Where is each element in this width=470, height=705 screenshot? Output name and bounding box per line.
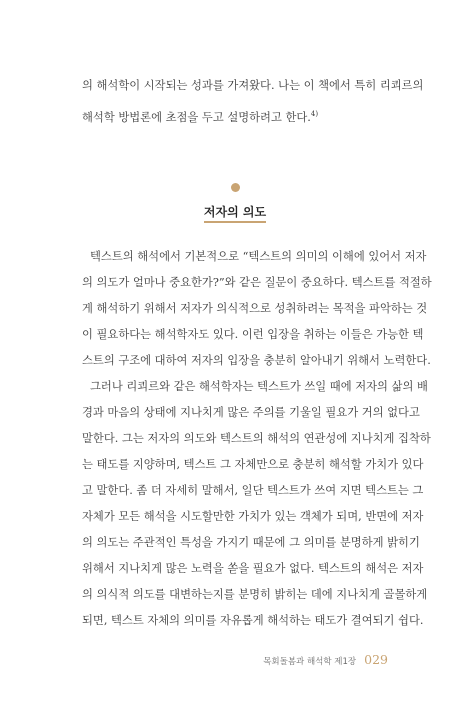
paragraph-line: 고 말한다. 좀 더 자세히 말해서, 일단 텍스트가 쓰여 지면 텍스트는 그 [82, 484, 424, 497]
running-title: 목회돌봄과 해석학 제1장 [263, 657, 357, 667]
section-bullet-icon [231, 183, 240, 192]
paragraph-line: 되면, 텍스트 자체의 의미를 자유롭게 해석하는 태도가 결여되기 쉽다. [82, 614, 424, 627]
page-number: 029 [364, 652, 388, 667]
paragraph-line: 의 의도는 주관적인 특성을 가지기 때문에 그 의미를 분명하게 밝히기 [82, 536, 420, 549]
paragraph-line: 경과 마음의 상태에 지나치게 많은 주의를 기울일 필요가 거의 없다고 [82, 406, 420, 419]
paragraph-line: 게 해석하기 위해서 저자가 의식적으로 성취하려는 목적을 파악하는 것 [82, 302, 428, 315]
intro-line-text: 해석학 방법론에 초점을 두고 설명하려고 한다. [82, 110, 311, 124]
paragraph-line: 텍스트의 해석에서 기본적으로 “텍스트의 의미의 이해에 있어서 저자 [90, 250, 427, 263]
section-title [0, 203, 470, 220]
paragraph-line: 이 필요하다는 해석학자도 있다. 이런 입장을 취하는 이들은 가능한 텍 [82, 328, 424, 341]
page-footer [263, 652, 388, 672]
paragraph-line: 스트의 구조에 대하여 저자의 입장을 충분히 알아내기 위해서 노력한다. [82, 354, 431, 367]
paragraph-line: 말한다. 그는 저자의 의도와 텍스트의 해석의 연관성에 지나치게 집착하 [82, 432, 431, 445]
footnote-mark: 4) [310, 110, 319, 118]
paragraph-line: 는 태도를 지양하며, 텍스트 그 자체만으로 충분히 해석할 가치가 있다 [82, 458, 424, 471]
paragraph-line: 그러나 리쾨르와 같은 해석학자는 텍스트가 쓰일 때에 저자의 삶의 배 [90, 380, 428, 393]
section-title-text: 저자의 의도 [204, 205, 266, 223]
intro-line [82, 101, 390, 127]
paragraph-line: 자체가 모든 해석을 시도할만한 가치가 있는 객체가 되며, 반면에 저자 [82, 510, 424, 523]
intro-line: 의 해석학이 시작되는 성과를 가져왔다. 나는 이 책에서 특히 리쾨르의 [82, 79, 424, 92]
paragraph-line: 의 의식적 의도를 대변하는지를 분명히 밝히는 데에 지나치게 골몰하게 [82, 588, 428, 601]
paragraph-line: 위해서 지나치게 많은 노력을 쏟을 필요가 없다. 텍스트의 해석은 저자 [82, 562, 424, 575]
paragraph-line: 의 의도가 얼마나 중요한가?”와 같은 질문이 중요하다. 텍스트를 적절하 [82, 276, 432, 289]
